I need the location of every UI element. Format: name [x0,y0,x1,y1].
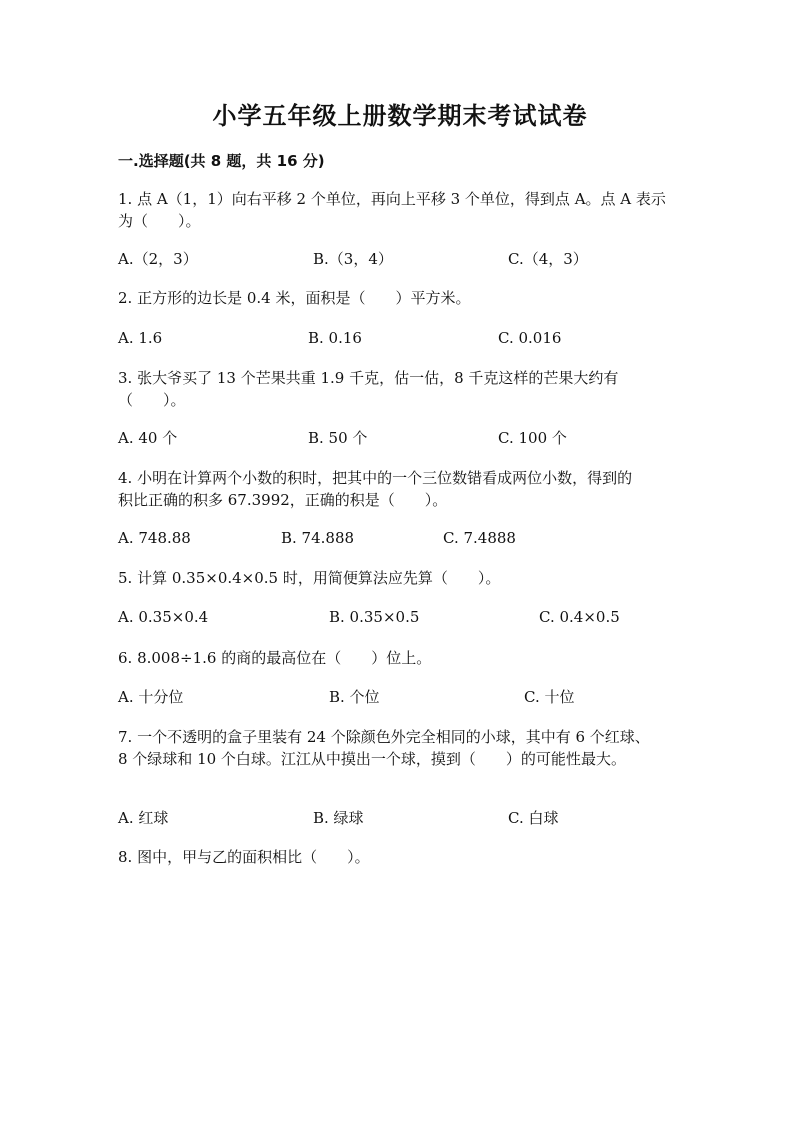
question-3 [118,367,688,411]
question-3-option-b: B. 50 个 [308,429,368,447]
question-4 [118,467,688,511]
question-1-line-1: 1. 点 A（1，1）向右平移 2 个单位，再向上平移 3 个单位，得到点 A。点 A 表示 [118,190,666,208]
question-6 [118,647,688,669]
question-4-option-c: C. 7.4888 [443,529,516,547]
question-2-option-a: A. 1.6 [118,329,163,347]
question-1-option-a: A.（2，3） [118,250,198,268]
question-7-line-2: 8 个绿球和 10 个白球。江江从中摸出一个球，摸到（ ）的可能性最大。 [118,750,626,768]
question-5-option-a: A. 0.35×0.4 [118,608,209,626]
question-4-option-b: B. 74.888 [281,529,355,547]
question-3-option-a: A. 40 个 [118,429,178,447]
question-2-line-1: 2. 正方形的边长是 0.4 米，面积是（ ）平方米。 [118,289,471,307]
question-2-option-c: C. 0.016 [498,329,562,347]
question-7-line-1: 7. 一个不透明的盒子里装有 24 个除颜色外完全相同的小球，其中有 6 个红球、 [118,728,650,746]
question-3-line-2: （ ）。 [118,391,186,409]
question-7-option-b: B. 绿球 [313,809,364,827]
question-7 [118,726,688,770]
question-2-option-b: B. 0.16 [308,329,362,347]
question-4-option-a: A. 748.88 [118,529,191,547]
question-8 [118,846,688,868]
question-5-line-1: 5. 计算 0.35×0.4×0.5 时，用简便算法应先算（ ）。 [118,569,501,587]
question-1-line-2: 为（ ）。 [118,212,201,230]
question-5-option-c: C. 0.4×0.5 [539,608,620,626]
question-5 [118,567,688,589]
question-1-option-b: B.（3，4） [313,250,393,268]
question-7-option-c: C. 白球 [508,809,559,827]
question-4-line-1: 4. 小明在计算两个小数的积时，把其中的一个三位数错看成两位小数，得到的 [118,469,633,487]
question-6-option-b: B. 个位 [329,688,380,706]
question-6-option-a: A. 十分位 [118,688,184,706]
page-title: 小学五年级上册数学期末考试试卷 [212,102,588,130]
question-1 [118,188,688,232]
question-3-line-1: 3. 张大爷买了 13 个芒果共重 1.9 千克，估一估，8 千克这样的芒果大约有 [118,369,619,387]
question-1-option-c: C.（4，3） [508,250,588,268]
question-4-line-2: 积比正确的积多 67.3992，正确的积是（ ）。 [118,491,448,509]
question-3-option-c: C. 100 个 [498,429,567,447]
section-heading: 一.选择题(共 8 题，共 16 分) [118,152,325,170]
question-2 [118,287,688,309]
question-6-option-c: C. 十位 [524,688,575,706]
question-6-line-1: 6. 8.008÷1.6 的商的最高位在（ ）位上。 [118,649,432,667]
question-8-line-1: 8. 图中，甲与乙的面积相比（ ）。 [118,848,370,866]
question-5-option-b: B. 0.35×0.5 [329,608,420,626]
question-7-option-a: A. 红球 [118,809,169,827]
